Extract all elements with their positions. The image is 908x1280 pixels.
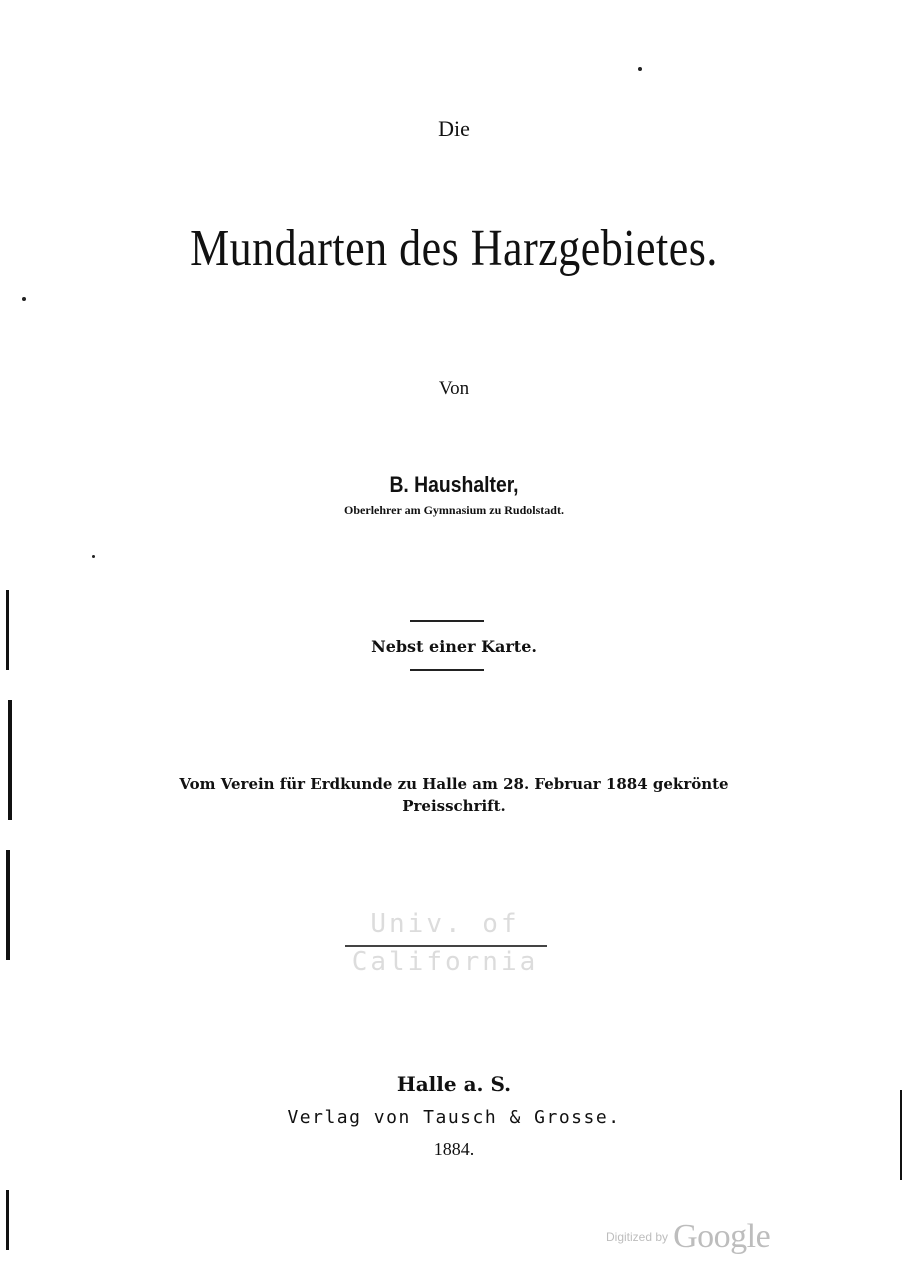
publisher-name: Verlag von Tausch & Grosse. — [287, 1107, 621, 1128]
scan-speck — [92, 555, 95, 558]
author-name: B. Haushalter, — [389, 472, 519, 497]
by-line: Von — [438, 378, 470, 399]
scan-speck — [22, 297, 26, 301]
scan-edge-mark — [6, 850, 10, 960]
library-stamp-line-2: California — [351, 947, 539, 977]
digitized-watermark — [606, 1218, 770, 1256]
divider-rule-bottom — [410, 669, 484, 671]
scan-edge-mark — [6, 1190, 9, 1250]
supplement-note: Nebst einer Karte. — [371, 637, 537, 656]
author-position: Oberlehrer am Gymnasium zu Rudolstadt. — [344, 503, 564, 517]
scan-speck — [638, 67, 642, 71]
library-stamp-line-1: Univ. of — [370, 909, 520, 939]
title-article: Die — [438, 116, 470, 141]
divider-rule-top — [410, 620, 484, 622]
book-title: Mundarten des Harzgebietes. — [190, 219, 718, 277]
prize-line-1: Vom Verein für Erdkunde zu Halle am 28. Februar 1884 gekrönte — [179, 775, 729, 793]
publication-city: Halle a. S. — [396, 1072, 512, 1096]
prize-line-2: Preisschrift. — [402, 797, 506, 815]
publication-year: 1884. — [433, 1139, 475, 1159]
digitized-prefix: Digitized by — [606, 1230, 669, 1244]
scan-edge-mark — [900, 1090, 902, 1180]
google-logo: Google — [673, 1218, 771, 1255]
library-stamp-rule — [345, 945, 547, 947]
scan-edge-mark — [6, 590, 9, 670]
